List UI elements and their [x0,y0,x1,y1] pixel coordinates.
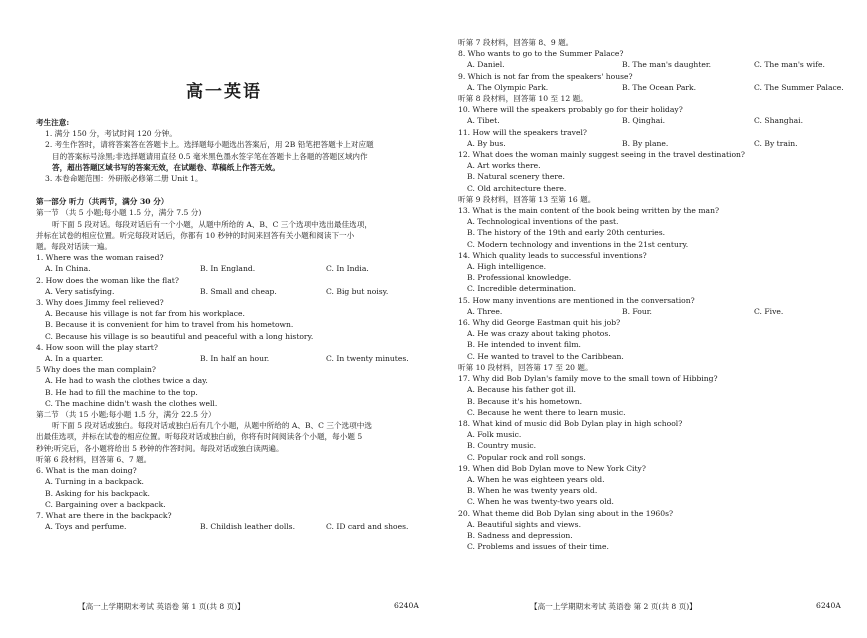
question-stem: 1. Where was the woman raised? [36,253,164,263]
option: C. Big but noisy. [326,286,389,296]
notice-line: 目的答案标号涂黑;非选择题请用直径 0.5 毫米黑色墨水签字笔在答题卡上各题的答题区域内作 [52,151,368,161]
section1-instruction: 题。每段对话读一遍。 [36,242,112,252]
section1-instruction: 听下面 5 段对话。每段对话后有一个小题，从题中所给的 A、B、C 三个选项中选出最佳选项， [52,219,372,229]
question-stem: 10. Where will the speakers probably go for their holiday? [458,105,683,115]
option: C. Popular rock and roll songs. [467,452,586,462]
option: A. Toys and perfume. [45,522,127,532]
option: B. Asking for his backpack. [45,488,150,498]
option: A. Because his father got ill. [467,385,576,395]
question-stem: 11. How will the speakers travel? [458,127,587,137]
option: B. Childish leather dolls. [200,522,295,532]
option: A. He was crazy about taking photos. [467,329,611,339]
notice-line: 1. 满分 150 分，考试时间 120 分钟。 [45,129,177,139]
option: C. By train. [754,138,798,148]
option: A. He had to wash the clothes twice a day. [45,376,208,386]
option: B. He had to fill the machine to the top. [45,387,198,397]
question-options [36,263,412,274]
question-stem: 4. How soon will the play start? [36,342,158,352]
question-stem: 3. Why does Jimmy feel relieved? [36,298,164,308]
option: B. Four. [622,306,652,316]
part1-heading: 第一部分 听力（共两节，满分 30 分） [36,197,169,207]
question-stem: 6. What is the man doing? [36,466,137,476]
notice-heading: 考生注意: [36,118,70,127]
section2-instruction: 听下面 5 段对话或独白。每段对话或独白后有几个小题，从题中所给的 A、B、C 三个选项中选 [52,421,372,431]
option: A. Because his village is not far from his workplace. [45,309,245,319]
option: C. Bargaining over a backpack. [45,499,166,509]
option: A. Daniel. [467,60,505,70]
option: B. Sadness and depression. [467,530,573,540]
option: A. Beautiful sights and views. [467,519,581,529]
question-stem: 16. Why did George Eastman quit his job? [458,318,621,328]
option: C. Modern technology and inventions in the 21st century. [467,239,689,249]
option: C. In India. [326,264,369,274]
option: A. High intelligence. [467,262,547,272]
option: C. In twenty minutes. [326,354,409,364]
question-options [36,353,412,364]
option: B. When he was twenty years old. [467,486,598,496]
question-stem: 12. What does the woman mainly suggest seeing in the travel destination? [458,150,745,160]
option: A. When he was eighteen years old. [467,474,605,484]
notice-line: 2. 考生作答时，请将答案答在答题卡上。选择题每小题选出答案后，用 2B 铅笔把答题卡上对应题 [45,140,374,150]
question-stem: 9. Which is not far from the speakers' house? [458,71,633,81]
option: A. Tibet. [467,116,500,126]
exam-code: 6240A [394,601,419,610]
section2-instruction: 出最佳选项，并标在试卷的相应位置。听每段对话或独白前，你将有时间阅读各个小题，每小题 5 [36,432,363,442]
option: B. Natural scenery there. [467,172,565,182]
question-stem: 8. Who wants to go to the Summer Palace? [458,49,624,59]
section1-instruction: 并标在试卷的相应位置。听完每段对话后，你都有 10 秒钟的时间来回答有关小题和阅读下一小 [36,230,355,240]
option: B. Because it's his hometown. [467,396,583,406]
option: A. In a quarter. [45,354,104,364]
option: C. Because he went there to learn music. [467,407,626,417]
section2-heading: 第二节 （共 15 小题;每小题 1.5 分，满分 22.5 分） [36,410,216,420]
option: C. Shanghai. [754,116,803,126]
material-heading: 听第 7 段材料，回答第 8、9 题。 [458,38,574,47]
option: A. In China. [45,264,91,274]
question-stem: 20. What theme did Bob Dylan sing about in the 1960s? [458,508,674,518]
section1-heading: 第一节 （共 5 小题;每小题 1.5 分，满分 7.5 分) [36,208,202,218]
question-options [458,115,855,126]
question-options [458,138,855,149]
question-stem: 15. How many inventions are mentioned in the conversation? [458,295,695,305]
option: A. Three. [467,306,503,316]
option: C. The Summer Palace. [754,82,844,92]
option: B. The Ocean Park. [622,82,697,92]
option: A. Folk music. [467,430,522,440]
option: A. Technological inventions of the past. [467,217,619,227]
option: A. Art works there. [467,161,541,171]
material-heading: 听第 10 段材料，回答第 17 至 20 题。 [458,362,593,372]
option: A. By bus. [467,138,506,148]
page-footer: 【高一上学期期末考试 英语卷 第 1 页(共 8 页)】 [78,602,245,611]
question-stem: 5 Why does the man complain? [36,365,156,375]
option: C. Old architecture there. [467,183,567,193]
question-options [458,59,855,70]
exam-code: 6240A [816,601,841,610]
question-options [458,82,855,93]
option: B. Country music. [467,441,537,451]
option: C. ID card and shoes. [326,522,409,532]
section2-instruction: 秒钟;听完后，各小题将给出 5 秒钟的作答时间。每段对话或独白读两遍。 [36,443,284,453]
option: C. When he was twenty-two years old. [467,497,614,507]
option: B. Professional knowledge. [467,273,572,283]
option: B. Small and cheap. [200,286,277,296]
question-stem: 19. When did Bob Dylan move to New York City? [458,463,646,473]
material-heading: 听第 8 段材料，回答第 10 至 12 题。 [458,94,588,104]
page-footer: 【高一上学期期末考试 英语卷 第 2 页(共 8 页)】 [530,602,697,611]
question-options [458,306,855,317]
option: B. Qinghai. [622,116,666,126]
option: B. Because it is convenient for him to travel from his hometown. [45,320,294,330]
option: B. In England. [200,264,256,274]
question-options [36,521,412,532]
option: C. Incredible determination. [467,284,577,294]
option: B. The man's daughter. [622,60,712,70]
exam-title: 高一英语 [186,82,262,102]
material-heading: 听第 6 段材料，回答第 6、7 题。 [36,454,152,464]
option: C. He wanted to travel to the Caribbean. [467,351,624,361]
option: A. Very satisfying. [45,286,115,296]
option: B. He intended to invent film. [467,340,581,350]
question-stem: 7. What are there in the backpack? [36,510,172,520]
question-stem: 2. How does the woman like the flat? [36,275,179,285]
option: B. By plane. [622,138,669,148]
option: A. Turning in a backpack. [45,477,144,487]
option: C. Problems and issues of their time. [467,542,609,552]
question-stem: 13. What is the main content of the book being written by the man? [458,206,720,216]
option: C. Because his village is so beautiful and peaceful with a long history. [45,331,314,341]
option: C. The machine didn't wash the clothes well. [45,398,218,408]
option: C. The man's wife. [754,60,825,70]
option: A. The Olympic Park. [467,82,549,92]
question-stem: 14. Which quality leads to successful inventions? [458,250,647,260]
option: B. The history of the 19th and early 20th centuries. [467,228,666,238]
question-stem: 18. What kind of music did Bob Dylan play in high school? [458,418,683,428]
option: B. In half an hour. [200,354,270,364]
notice-line: 答，超出答题区域书写的答案无效，在试题卷、草稿纸上作答无效。 [52,162,280,172]
notice-line: 3. 本卷命题范围：外研版必修第二册 Unit 1。 [45,174,203,184]
question-stem: 17. Why did Bob Dylan's family move to the small town of Hibbing? [458,374,718,384]
right-page [434,0,867,638]
question-options [36,286,412,297]
option: C. Five. [754,306,784,316]
material-heading: 听第 9 段材料，回答第 13 至第 16 题。 [458,194,596,204]
